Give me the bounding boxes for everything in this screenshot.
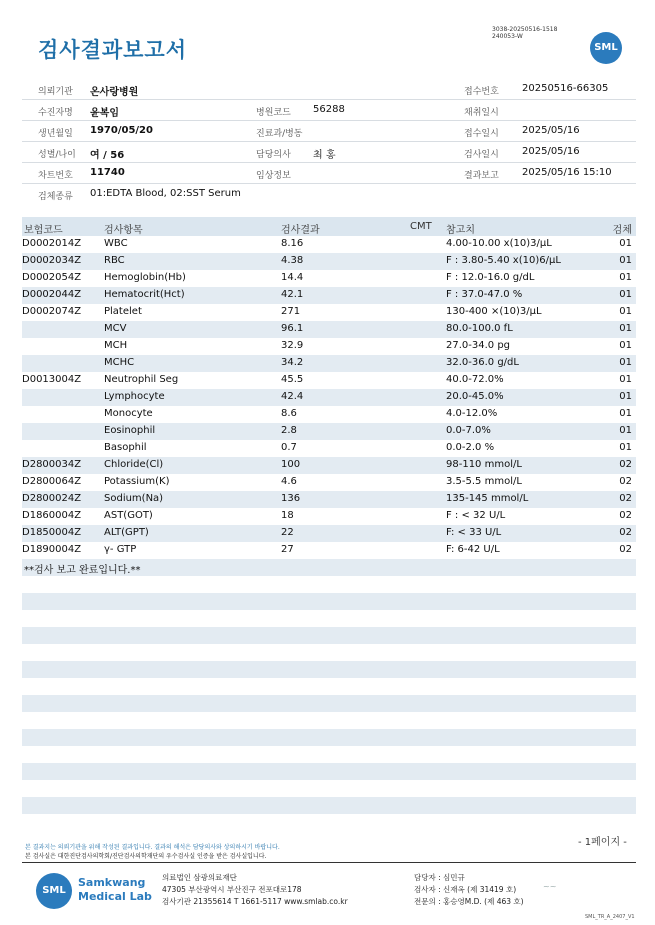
report-date-value: 2025/05/16 15:10 bbox=[522, 167, 612, 178]
specimen-code: 01 bbox=[619, 391, 632, 402]
birth-value: 1970/05/20 bbox=[90, 125, 153, 136]
info-row-1 bbox=[22, 79, 636, 100]
table-row bbox=[22, 542, 636, 559]
specimen-code: 02 bbox=[619, 527, 632, 538]
reference-range: 40.0-72.0% bbox=[446, 374, 504, 385]
sml-logo: SML bbox=[590, 32, 622, 64]
completion-note: **검사 보고 완료입니다.** bbox=[24, 565, 141, 576]
doctor-value: 최 홍 bbox=[313, 150, 336, 161]
specimen-code: 01 bbox=[619, 442, 632, 453]
receipt-date-label: 접수일시 bbox=[464, 129, 499, 139]
table-row bbox=[22, 270, 636, 287]
test-result: 2.8 bbox=[281, 425, 297, 436]
info-row-4 bbox=[22, 142, 636, 163]
test-name: Hematocrit(Hct) bbox=[104, 289, 185, 300]
reference-range: 27.0-34.0 pg bbox=[446, 340, 511, 351]
test-result: 42.1 bbox=[281, 289, 304, 300]
table-row bbox=[22, 440, 636, 457]
test-result: 8.6 bbox=[281, 408, 297, 419]
reference-range: 20.0-45.0% bbox=[446, 391, 504, 402]
test-name: Potassium(K) bbox=[104, 476, 170, 487]
reference-range: F : < 32 U/L bbox=[446, 510, 506, 521]
table-row bbox=[22, 304, 636, 321]
test-code: D0002034Z bbox=[22, 255, 82, 266]
test-result: 14.4 bbox=[281, 272, 304, 283]
specimen-code: 01 bbox=[619, 272, 632, 283]
birth-label: 생년월일 bbox=[38, 129, 73, 139]
document-code-line-2: 240053-W bbox=[492, 33, 523, 40]
reference-range: F : 37.0-47.0 % bbox=[446, 289, 523, 300]
specimen-code: 02 bbox=[619, 476, 632, 487]
test-name: AST(GOT) bbox=[104, 510, 153, 521]
reference-range: 0.0-2.0 % bbox=[446, 442, 495, 453]
test-result: 4.38 bbox=[281, 255, 304, 266]
test-date-label: 검사일시 bbox=[464, 150, 499, 160]
completion-note-row bbox=[22, 559, 636, 576]
receipt-date-value: 2025/05/16 bbox=[522, 125, 580, 136]
tester: 검사자 : 신재옥 (제 31419 호) bbox=[414, 885, 517, 894]
specimen-code: 02 bbox=[619, 459, 632, 470]
reference-range: 32.0-36.0 g/dL bbox=[446, 357, 519, 368]
specimen-code: 01 bbox=[619, 289, 632, 300]
test-name: Monocyte bbox=[104, 408, 153, 419]
reference-range: 130-400 ×(10)3/µL bbox=[446, 306, 542, 317]
handwritten-signature: ~~ bbox=[543, 882, 557, 891]
test-name: γ- GTP bbox=[104, 544, 137, 555]
specimen-code: 02 bbox=[619, 510, 632, 521]
empty-row-band bbox=[22, 729, 636, 746]
test-result: 0.7 bbox=[281, 442, 297, 453]
empty-row-band bbox=[22, 797, 636, 814]
empty-row-band bbox=[22, 763, 636, 780]
table-row bbox=[22, 406, 636, 423]
header-reference: 참고치 bbox=[446, 225, 475, 236]
test-name: Chloride(Cl) bbox=[104, 459, 164, 470]
table-row bbox=[22, 321, 636, 338]
info-row-2 bbox=[22, 100, 636, 121]
organization-name: 의료법인 삼광의료재단 bbox=[162, 873, 237, 882]
test-code: D2800064Z bbox=[22, 476, 82, 487]
header-cmt: CMT bbox=[410, 221, 432, 232]
info-row-5 bbox=[22, 163, 636, 184]
contact-info: 검사기관 21355614 T 1661-5117 www.smlab.co.kr bbox=[162, 897, 348, 906]
test-code: D0013004Z bbox=[22, 374, 82, 385]
test-result: 136 bbox=[281, 493, 301, 504]
collect-date-label: 채취일시 bbox=[464, 108, 499, 118]
test-result: 34.2 bbox=[281, 357, 304, 368]
reference-range: 4.00-10.00 x(10)3/µL bbox=[446, 238, 552, 249]
clinical-info-label: 임상정보 bbox=[256, 171, 291, 181]
test-result: 42.4 bbox=[281, 391, 304, 402]
report-date-label: 결과보고 bbox=[464, 171, 499, 181]
form-version: SML_TR_A_2407_V1 bbox=[585, 914, 635, 920]
table-row bbox=[22, 525, 636, 542]
reference-range: 4.0-12.0% bbox=[446, 408, 498, 419]
results-table-header bbox=[22, 217, 636, 236]
test-code: D0002074Z bbox=[22, 306, 82, 317]
test-name: Platelet bbox=[104, 306, 142, 317]
sex-age-value: 여 / 56 bbox=[90, 150, 125, 161]
footer-divider bbox=[22, 862, 636, 863]
staff-in-charge: 담당자 : 심민규 bbox=[414, 873, 465, 882]
hospital-code-value: 56288 bbox=[313, 104, 345, 115]
test-code: D0002044Z bbox=[22, 289, 82, 300]
specimen-code: 01 bbox=[619, 357, 632, 368]
empty-row-band bbox=[22, 695, 636, 712]
page-number: - 1페이지 - bbox=[578, 837, 627, 848]
reference-range: 0.0-7.0% bbox=[446, 425, 491, 436]
reference-range: 80.0-100.0 fL bbox=[446, 323, 513, 334]
test-code: D1890004Z bbox=[22, 544, 82, 555]
reference-range: 135-145 mmol/L bbox=[446, 493, 529, 504]
receipt-no-value: 20250516-66305 bbox=[522, 83, 609, 94]
empty-row-band bbox=[22, 627, 636, 644]
specialist: 전문의 : 홍승영M.D. (제 463 호) bbox=[414, 897, 524, 906]
table-row bbox=[22, 287, 636, 304]
document-code-line-1: 3038-20250516-1518 bbox=[492, 26, 558, 33]
test-name: ALT(GPT) bbox=[104, 527, 149, 538]
test-code: D2800024Z bbox=[22, 493, 82, 504]
staff-block bbox=[414, 872, 524, 908]
institution-label: 의뢰기관 bbox=[38, 87, 73, 97]
specimen-value: 01:EDTA Blood, 02:SST Serum bbox=[90, 188, 241, 199]
test-name: RBC bbox=[104, 255, 125, 266]
specimen-code: 01 bbox=[619, 255, 632, 266]
header-code: 보험코드 bbox=[24, 225, 63, 236]
test-code: D2800034Z bbox=[22, 459, 82, 470]
page-title: 검사결과보고서 bbox=[38, 38, 188, 62]
table-row bbox=[22, 389, 636, 406]
specimen-code: 01 bbox=[619, 306, 632, 317]
test-name: WBC bbox=[104, 238, 128, 249]
specimen-code: 02 bbox=[619, 493, 632, 504]
reference-range: F: < 33 U/L bbox=[446, 527, 502, 538]
table-row bbox=[22, 338, 636, 355]
address: 47305 부산광역시 부산진구 전포대로178 bbox=[162, 885, 302, 894]
specimen-code: 01 bbox=[619, 238, 632, 249]
document-code bbox=[492, 26, 557, 40]
test-name: Hemoglobin(Hb) bbox=[104, 272, 186, 283]
test-result: 32.9 bbox=[281, 340, 304, 351]
hospital-code-label: 병원코드 bbox=[256, 108, 291, 118]
company-address-block bbox=[162, 872, 348, 908]
reference-range: F : 3.80-5.40 x(10)6/µL bbox=[446, 255, 561, 266]
sml-footer-logo: SML bbox=[36, 873, 72, 909]
specimen-code: 01 bbox=[619, 323, 632, 334]
test-date-value: 2025/05/16 bbox=[522, 146, 580, 157]
receipt-no-label: 접수번호 bbox=[464, 87, 499, 97]
test-code: D1850004Z bbox=[22, 527, 82, 538]
chart-no-value: 11740 bbox=[90, 167, 125, 178]
reference-range: F: 6-42 U/L bbox=[446, 544, 500, 555]
test-result: 22 bbox=[281, 527, 294, 538]
test-name: Sodium(Na) bbox=[104, 493, 164, 504]
results-table-body bbox=[22, 236, 636, 559]
specimen-code: 01 bbox=[619, 408, 632, 419]
test-result: 4.6 bbox=[281, 476, 297, 487]
table-row bbox=[22, 372, 636, 389]
table-row bbox=[22, 355, 636, 372]
test-result: 8.16 bbox=[281, 238, 304, 249]
company-name bbox=[78, 876, 152, 904]
doctor-label: 담당의사 bbox=[256, 150, 291, 160]
empty-row-band bbox=[22, 593, 636, 610]
table-row bbox=[22, 457, 636, 474]
table-row bbox=[22, 236, 636, 253]
disclaimer-line-2: 본 검사실은 대한진단검사의학회/진단검사의학재단의 우수검사실 인증을 받은 검사실입니다. bbox=[25, 853, 267, 860]
reference-range: F : 12.0-16.0 g/dL bbox=[446, 272, 535, 283]
table-row bbox=[22, 474, 636, 491]
company-name-line-1: Samkwang bbox=[78, 876, 146, 889]
test-result: 27 bbox=[281, 544, 294, 555]
test-code: D0002014Z bbox=[22, 238, 82, 249]
table-row bbox=[22, 423, 636, 440]
patient-value: 윤복임 bbox=[90, 108, 119, 119]
header-result: 검사결과 bbox=[281, 225, 320, 236]
test-code: D1860004Z bbox=[22, 510, 82, 521]
reference-range: 98-110 mmol/L bbox=[446, 459, 522, 470]
header-test-name: 검사항목 bbox=[104, 225, 143, 236]
sex-age-label: 성별/나이 bbox=[38, 150, 76, 160]
test-name: MCV bbox=[104, 323, 127, 334]
specimen-code: 01 bbox=[619, 425, 632, 436]
table-row bbox=[22, 253, 636, 270]
dept-label: 진료과/병동 bbox=[256, 129, 303, 139]
test-result: 96.1 bbox=[281, 323, 304, 334]
test-name: Basophil bbox=[104, 442, 147, 453]
header-specimen: 검체 bbox=[612, 225, 632, 236]
test-name: Eosinophil bbox=[104, 425, 156, 436]
chart-no-label: 차트번호 bbox=[38, 171, 73, 181]
table-row bbox=[22, 491, 636, 508]
test-result: 100 bbox=[281, 459, 301, 470]
test-name: MCHC bbox=[104, 357, 135, 368]
institution-value: 온사랑병원 bbox=[90, 87, 139, 98]
info-row-6 bbox=[22, 184, 636, 204]
test-code: D0002054Z bbox=[22, 272, 82, 283]
specimen-code: 01 bbox=[619, 374, 632, 385]
reference-range: 3.5-5.5 mmol/L bbox=[446, 476, 522, 487]
specimen-code: 01 bbox=[619, 340, 632, 351]
test-result: 271 bbox=[281, 306, 301, 317]
patient-label: 수진자명 bbox=[38, 108, 73, 118]
table-row bbox=[22, 508, 636, 525]
test-result: 18 bbox=[281, 510, 294, 521]
disclaimer-line-1: 본 결과지는 의뢰기관을 위해 작성된 결과입니다. 결과의 해석은 담당의사와 상의하시기 바랍니다. bbox=[25, 844, 280, 851]
test-result: 45.5 bbox=[281, 374, 304, 385]
test-name: Neutrophil Seg bbox=[104, 374, 179, 385]
specimen-code: 02 bbox=[619, 544, 632, 555]
specimen-label: 검체종류 bbox=[38, 192, 73, 202]
company-name-line-2: Medical Lab bbox=[78, 890, 152, 903]
info-row-3 bbox=[22, 121, 636, 142]
test-name: Lymphocyte bbox=[104, 391, 165, 402]
test-name: MCH bbox=[104, 340, 128, 351]
empty-row-band bbox=[22, 661, 636, 678]
